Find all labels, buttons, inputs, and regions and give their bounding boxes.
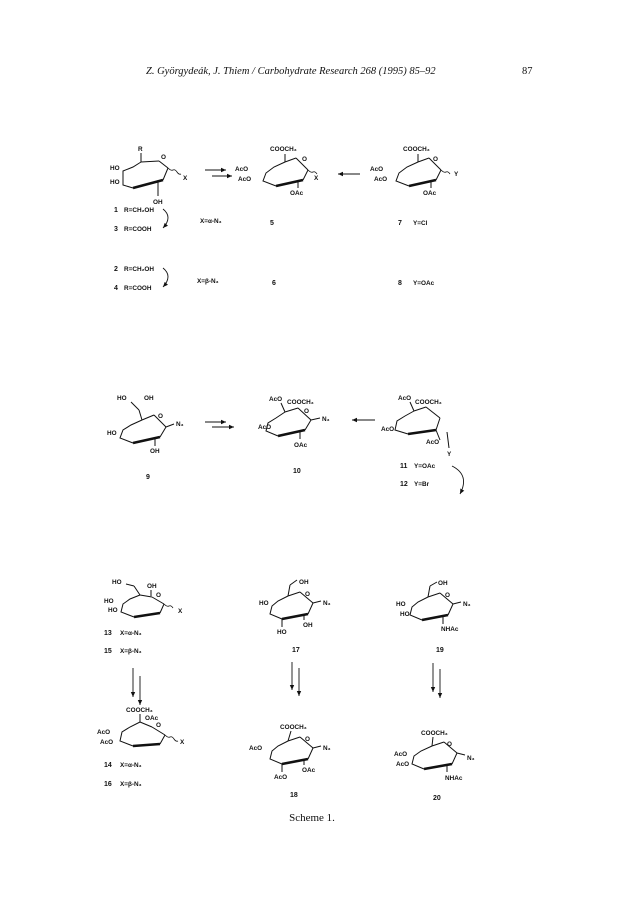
label-nhac: NHAc [441,626,459,633]
label-aco-top: AcO [394,751,408,758]
structure-11-12 [381,395,464,494]
label-oh: OH [150,448,160,455]
compound-16-text: X=β-N₃ [120,781,142,788]
compound-20: 20 [433,795,441,802]
label-ho-left: HO [259,600,269,607]
compound-14-text: X=α-N₃ [120,762,142,769]
label-y: Y [454,171,459,178]
label-ring-o: O [158,413,163,420]
label-r: R [138,146,143,153]
label-oac: OAc [294,442,308,449]
compound-13-text: X=α-N₃ [120,630,142,637]
label-aco-bot: AcO [274,774,288,781]
label-oh: OH [153,199,163,206]
label-ring-o: O [156,722,161,729]
structure-14-16 [97,707,185,788]
label-ho-top: HO [112,579,122,586]
label-oh: OH [438,580,448,587]
label-ho-left: HO [104,598,114,605]
label-aco-top: AcO [370,166,384,173]
label-n3: N₃ [323,745,331,752]
label-cooch3: COOCH₃ [287,399,314,406]
compound-12: 12 [400,481,408,488]
label-ring-o: O [305,736,310,743]
compound-1-text: R=CH₂OH [124,207,155,214]
label-ho-left: HO [110,179,120,186]
compound-2-text: R=CH₂OH [124,266,155,273]
label-aco-top: AcO [398,395,412,402]
structure-18 [249,724,331,799]
scheme-caption: Scheme 1. [289,812,335,824]
structure-13-15 [104,579,183,655]
label-n3: N₃ [467,755,475,762]
label-oh: OH [147,583,157,590]
label-aco-left: AcO [100,739,114,746]
label-ring-o: O [156,592,161,599]
label-ho-bot: HO [277,629,287,636]
structure-5-6 [235,146,319,197]
label-ho-left: HO [107,430,117,437]
label-oh: OH [299,579,309,586]
compound-5: 5 [270,220,274,227]
label-aco-left: AcO [238,176,252,183]
compound-11-text: Y=OAc [414,463,436,470]
label-cooch3: COOCH₃ [280,724,307,731]
compound-18: 18 [290,792,298,799]
compound-2: 2 [114,266,118,273]
structure-9 [107,395,184,481]
label-aco-left: AcO [381,426,395,433]
label-n3: N₃ [322,416,330,423]
compound-3: 3 [114,226,118,233]
label-cooch3: COOCH₃ [270,146,297,153]
structure-1-4 [110,146,188,206]
compound-9: 9 [146,474,150,481]
label-x: X [180,739,185,746]
label-n3: N₃ [176,421,184,428]
compound-16: 16 [104,781,112,788]
label-aco-left: AcO [249,745,263,752]
label-y: Y [447,451,452,458]
label-n3: N₃ [323,600,331,607]
legend-row1 [114,207,435,292]
compound-10: 10 [293,468,301,475]
label-ho-left2: HO [400,611,410,618]
label-aco-left: AcO [396,761,410,768]
structure-17 [259,579,331,654]
running-head: Z. Györgydeák, J. Thiem / Carbohydrate Research 268 (1995) 85–92 [146,66,436,77]
label-cooch3: COOCH₃ [415,399,442,406]
label-aco-top: AcO [235,166,249,173]
label-ring-o: O [433,156,438,163]
label-aco-left: AcO [374,176,388,183]
label-n3: N₃ [463,601,471,608]
page-number: 87 [522,66,533,77]
compound-8-text: Y=OAc [413,280,435,287]
compound-4-text: R=COOH [124,285,152,292]
condition-alpha: X=α-N₃ [200,218,222,225]
label-cooch3: COOCH₃ [126,707,153,714]
label-ho-bot: HO [108,607,118,614]
compound-7: 7 [398,220,402,227]
label-oh-bot: OH [303,622,313,629]
structure-10 [258,396,330,475]
label-nhac: NHAc [445,775,463,782]
condition-beta: X=β-N₃ [197,278,219,285]
compound-8: 8 [398,280,402,287]
compound-6: 6 [272,280,276,287]
compound-14: 14 [104,762,112,769]
compound-17: 17 [292,647,300,654]
compound-4: 4 [114,285,118,292]
label-ho-left: HO [396,601,406,608]
label-aco-top: AcO [269,396,283,403]
label-oac: OAc [290,190,304,197]
structure-20 [394,730,475,802]
label-aco-bot: AcO [426,439,440,446]
compound-19: 19 [436,647,444,654]
label-oac: OAc [302,767,316,774]
label-oh-ch2: OH [144,395,154,402]
label-aco-left: AcO [258,424,272,431]
label-ring-o: O [445,592,450,599]
compound-15: 15 [104,648,112,655]
label-ring-o: O [447,741,452,748]
compound-3-text: R=COOH [124,226,152,233]
label-ring-o: O [304,408,309,415]
label-ho-top: HO [110,165,120,172]
label-ring-o: O [305,591,310,598]
label-aco-top: AcO [97,729,111,736]
label-oac: OAc [145,715,159,722]
label-oac: OAc [423,190,437,197]
structure-7-8 [370,146,459,197]
compound-12-text: Y=Br [414,481,430,488]
compound-11: 11 [400,463,408,470]
label-cooch3: COOCH₃ [403,146,430,153]
label-x: X [183,175,188,182]
structure-19 [396,580,471,654]
label-x: X [314,175,319,182]
compound-15-text: X=β-N₃ [120,648,142,655]
compound-7-text: Y=Cl [413,220,428,227]
label-ring-o: O [302,156,307,163]
compound-13: 13 [104,630,112,637]
label-ho-top: HO [117,395,127,402]
label-cooch3: COOCH₃ [421,730,448,737]
label-ring-o: O [161,154,166,161]
compound-1: 1 [114,207,118,214]
label-x: X [178,608,183,615]
